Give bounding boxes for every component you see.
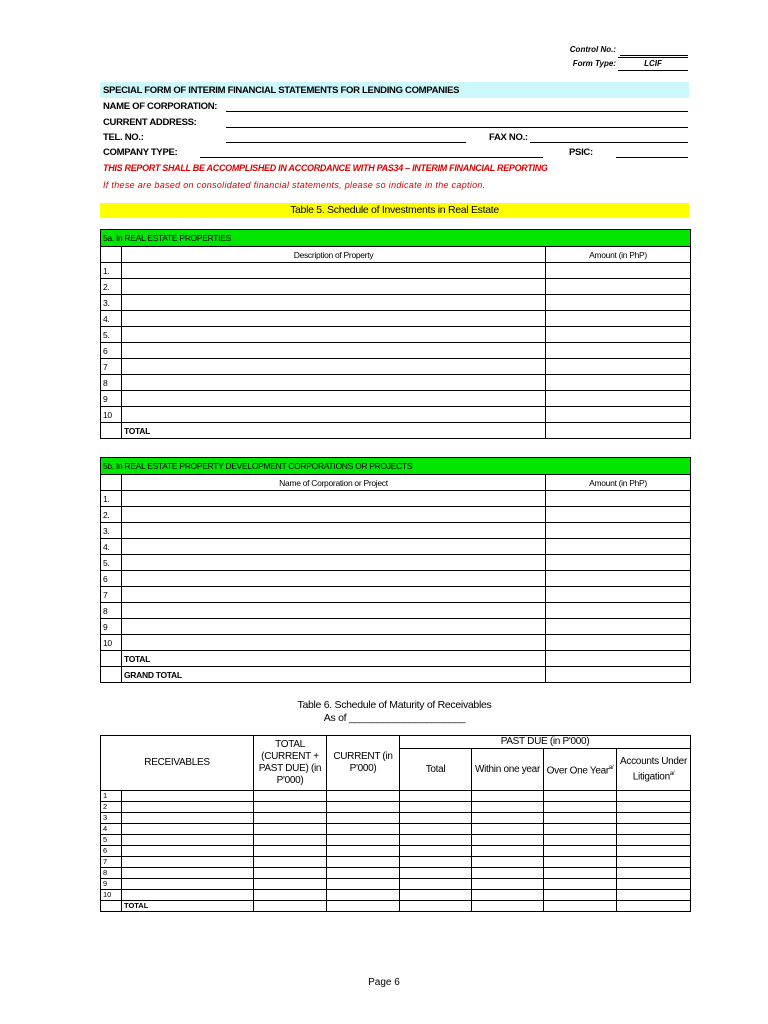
corporation-name-cell[interactable] [122, 635, 546, 651]
litigation-cell[interactable] [617, 868, 691, 879]
fax-no-field[interactable] [530, 142, 688, 143]
amount-cell[interactable] [546, 391, 691, 407]
tel-no-label: TEL. NO.: [103, 132, 144, 143]
pd-total-cell[interactable] [400, 857, 472, 868]
current-address-field[interactable] [226, 127, 688, 128]
current-cell[interactable] [327, 890, 400, 901]
amount-cell[interactable] [546, 311, 691, 327]
fax-no-label: FAX NO.: [489, 132, 528, 143]
table6-total-blank [101, 901, 122, 912]
amount-cell[interactable] [546, 619, 691, 635]
table-row-number: 4. [101, 539, 122, 555]
total-cell[interactable] [254, 879, 327, 890]
table-5b [100, 457, 691, 683]
corporation-name-cell[interactable] [122, 619, 546, 635]
litigation-cell[interactable] [617, 879, 691, 890]
corporation-name-cell[interactable] [122, 539, 546, 555]
table6-col-within-one-year: Within one year [472, 749, 544, 791]
within-one-year-cell[interactable] [472, 802, 544, 813]
receivable-cell[interactable] [122, 879, 254, 890]
corporation-name-cell[interactable] [122, 507, 546, 523]
amount-cell[interactable] [546, 635, 691, 651]
total-cell[interactable] [254, 813, 327, 824]
corporation-name-cell[interactable] [122, 523, 546, 539]
total-cell[interactable] [254, 824, 327, 835]
within-one-year-cell[interactable] [472, 890, 544, 901]
over-one-year-label: Over One Year [546, 765, 609, 777]
pd-total-cell[interactable] [400, 835, 472, 846]
over-one-year-cell[interactable] [544, 802, 617, 813]
litigation-cell[interactable] [617, 791, 691, 802]
amount-cell[interactable] [546, 279, 691, 295]
amount-cell[interactable] [546, 587, 691, 603]
over-one-year-cell[interactable] [544, 857, 617, 868]
table-row-number: 10 [101, 635, 122, 651]
amount-cell[interactable] [546, 507, 691, 523]
total-cell[interactable] [254, 868, 327, 879]
table6-as-of[interactable]: As of _____________________ [323, 712, 466, 724]
amount-cell[interactable] [546, 327, 691, 343]
amount-cell[interactable] [546, 603, 691, 619]
form-title: SPECIAL FORM OF INTERIM FINANCIAL STATEMENTS FOR LENDING COMPANIES [103, 85, 460, 96]
table6-col-pd-total: Total [400, 749, 472, 791]
property-description-cell[interactable] [122, 327, 546, 343]
pd-total-cell[interactable] [400, 813, 472, 824]
control-no-field[interactable] [620, 55, 688, 56]
table-6 [100, 735, 691, 912]
over-one-year-cell[interactable] [544, 890, 617, 901]
table6-total-label: TOTAL [122, 901, 254, 912]
pd-total-cell[interactable] [400, 879, 472, 890]
table-row-number: 5 [101, 835, 122, 846]
receivable-cell[interactable] [122, 846, 254, 857]
amount-cell[interactable] [546, 359, 691, 375]
within-one-year-cell[interactable] [472, 835, 544, 846]
table5b-col-amount: Amount (in PhP) [546, 475, 691, 491]
current-cell[interactable] [327, 824, 400, 835]
within-one-year-cell[interactable] [472, 857, 544, 868]
table5a-total-amount[interactable] [546, 423, 691, 439]
pd-total-cell[interactable] [400, 868, 472, 879]
pas34-note: THIS REPORT SHALL BE ACCOMPLISHED IN ACCORDANCE WITH PAS34 – INTERIM FINANCIAL REPORTING [103, 163, 548, 173]
table-row-number: 6 [101, 846, 122, 857]
form-type-value: LCIF [618, 57, 688, 71]
pd-total-cell[interactable] [400, 802, 472, 813]
amount-cell[interactable] [546, 523, 691, 539]
current-cell[interactable] [327, 846, 400, 857]
tel-no-field[interactable] [226, 142, 466, 143]
table-row-number: 2. [101, 279, 122, 295]
total-cell[interactable] [254, 835, 327, 846]
receivable-cell[interactable] [122, 791, 254, 802]
table5a-col-amount: Amount (in PhP) [546, 247, 691, 263]
within-one-year-cell[interactable] [472, 846, 544, 857]
amount-cell[interactable] [546, 539, 691, 555]
table-row-number: 5. [101, 555, 122, 571]
control-no-label: Control No.: [569, 45, 616, 54]
total-cell[interactable] [254, 791, 327, 802]
table-row-number: 1 [101, 791, 122, 802]
amount-cell[interactable] [546, 571, 691, 587]
property-description-cell[interactable] [122, 295, 546, 311]
property-description-cell[interactable] [122, 359, 546, 375]
table6-col-past-due: PAST DUE (in P'000) [400, 736, 691, 749]
table5a-total-label: TOTAL [122, 423, 546, 439]
property-description-cell[interactable] [122, 279, 546, 295]
table6-col-over-one-year [544, 749, 617, 791]
total-cell[interactable] [254, 901, 327, 912]
current-cell[interactable] [327, 901, 400, 912]
corporation-name-cell[interactable] [122, 555, 546, 571]
receivable-cell[interactable] [122, 802, 254, 813]
table-row-number: 8 [101, 375, 122, 391]
property-description-cell[interactable] [122, 343, 546, 359]
table-row-number: 9 [101, 879, 122, 890]
over-one-year-cell[interactable] [544, 868, 617, 879]
table-row-number: 4. [101, 311, 122, 327]
table-row-number: 7 [101, 857, 122, 868]
corporation-name-cell[interactable] [122, 603, 546, 619]
pd-total-cell[interactable] [400, 846, 472, 857]
table6-col-current: CURRENT (in P'000) [327, 736, 400, 791]
over-one-year-footnote: a/ [608, 764, 614, 771]
receivable-cell[interactable] [122, 813, 254, 824]
table5b-total-amount[interactable] [546, 651, 691, 667]
over-one-year-cell[interactable] [544, 791, 617, 802]
total-cell[interactable] [254, 802, 327, 813]
table-row-number: 10 [101, 890, 122, 901]
table-row-number: 1. [101, 491, 122, 507]
psic-field[interactable] [616, 157, 688, 158]
table-row-number: 6 [101, 343, 122, 359]
name-of-corporation-field[interactable] [226, 111, 688, 112]
table5a-total-blank [101, 423, 122, 439]
property-description-cell[interactable] [122, 391, 546, 407]
over-one-year-cell[interactable] [544, 879, 617, 890]
table-row-number: 3. [101, 295, 122, 311]
within-one-year-cell[interactable] [472, 879, 544, 890]
table5b-grand-total-blank [101, 667, 122, 683]
table-row-number: 4 [101, 824, 122, 835]
over-one-year-cell[interactable] [544, 813, 617, 824]
litigation-cell[interactable] [617, 813, 691, 824]
table6-col-litigation [617, 749, 691, 791]
within-one-year-cell[interactable] [472, 791, 544, 802]
table6-col-total: TOTAL (CURRENT + PAST DUE) (in P'000) [254, 736, 327, 791]
current-cell[interactable] [327, 857, 400, 868]
current-cell[interactable] [327, 868, 400, 879]
litigation-cell[interactable] [617, 802, 691, 813]
company-type-field[interactable] [200, 157, 543, 158]
property-description-cell[interactable] [122, 311, 546, 327]
amount-cell[interactable] [546, 491, 691, 507]
table-row-number: 6 [101, 571, 122, 587]
table-row-number: 3. [101, 523, 122, 539]
total-cell[interactable] [254, 857, 327, 868]
page-number: Page 6 [368, 977, 400, 988]
current-cell[interactable] [327, 791, 400, 802]
within-one-year-cell[interactable] [472, 868, 544, 879]
table5b-header-blank [101, 475, 122, 491]
company-type-label: COMPANY TYPE: [103, 147, 178, 158]
within-one-year-cell[interactable] [472, 901, 544, 912]
table6-col-receivables: RECEIVABLES [101, 736, 254, 791]
table-row-number: 3 [101, 813, 122, 824]
litigation-label: Accounts Under Litigation [620, 755, 687, 783]
table-row-number: 8 [101, 603, 122, 619]
table5a-header-blank [101, 247, 122, 263]
table-row-number: 8 [101, 868, 122, 879]
over-one-year-cell[interactable] [544, 901, 617, 912]
amount-cell[interactable] [546, 295, 691, 311]
litigation-cell[interactable] [617, 835, 691, 846]
table5a-col-description: Description of Property [122, 247, 546, 263]
within-one-year-cell[interactable] [472, 824, 544, 835]
table-row-number: 1. [101, 263, 122, 279]
current-cell[interactable] [327, 835, 400, 846]
current-cell[interactable] [327, 802, 400, 813]
table5b-grand-total-amount[interactable] [546, 667, 691, 683]
current-cell[interactable] [327, 879, 400, 890]
name-of-corporation-label: NAME OF CORPORATION: [103, 101, 218, 112]
table5b-total-blank [101, 651, 122, 667]
receivable-cell[interactable] [122, 857, 254, 868]
litigation-cell[interactable] [617, 890, 691, 901]
corporation-name-cell[interactable] [122, 491, 546, 507]
table-row-number: 9 [101, 391, 122, 407]
form-type-label: Form Type: [572, 59, 616, 68]
property-description-cell[interactable] [122, 263, 546, 279]
receivable-cell[interactable] [122, 824, 254, 835]
table-row-number: 9 [101, 619, 122, 635]
litigation-cell[interactable] [617, 901, 691, 912]
table6-title: Table 6. Schedule of Maturity of Receivables [297, 699, 492, 711]
property-description-cell[interactable] [122, 375, 546, 391]
table-row-number: 7 [101, 587, 122, 603]
current-cell[interactable] [327, 813, 400, 824]
pd-total-cell[interactable] [400, 901, 472, 912]
over-one-year-cell[interactable] [544, 835, 617, 846]
litigation-footnote: a/ [669, 770, 675, 777]
table5b-col-name: Name of Corporation or Project [122, 475, 546, 491]
receivable-cell[interactable] [122, 868, 254, 879]
over-one-year-cell[interactable] [544, 824, 617, 835]
within-one-year-cell[interactable] [472, 813, 544, 824]
receivable-cell[interactable] [122, 835, 254, 846]
corporation-name-cell[interactable] [122, 571, 546, 587]
table-row-number: 5. [101, 327, 122, 343]
table-row-number: 10 [101, 407, 122, 423]
amount-cell[interactable] [546, 263, 691, 279]
table-5a [100, 229, 691, 439]
litigation-cell[interactable] [617, 824, 691, 835]
receivable-cell[interactable] [122, 890, 254, 901]
pd-total-cell[interactable] [400, 824, 472, 835]
table-row-number: 2 [101, 802, 122, 813]
table5a-heading: 5a. In REAL ESTATE PROPERTIES [101, 230, 691, 247]
table-row-number: 2. [101, 507, 122, 523]
current-address-label: CURRENT ADDRESS: [103, 117, 197, 128]
total-cell[interactable] [254, 890, 327, 901]
pd-total-cell[interactable] [400, 890, 472, 901]
psic-label: PSIC: [569, 147, 593, 158]
corporation-name-cell[interactable] [122, 587, 546, 603]
table5-title: Table 5. Schedule of Investments in Real Estate [100, 203, 689, 218]
amount-cell[interactable] [546, 555, 691, 571]
amount-cell[interactable] [546, 407, 691, 423]
total-cell[interactable] [254, 846, 327, 857]
property-description-cell[interactable] [122, 407, 546, 423]
table-row-number: 7 [101, 359, 122, 375]
amount-cell[interactable] [546, 375, 691, 391]
over-one-year-cell[interactable] [544, 846, 617, 857]
pd-total-cell[interactable] [400, 791, 472, 802]
table5b-total-label: TOTAL [122, 651, 546, 667]
table5b-heading: 5b. In REAL ESTATE PROPERTY DEVELOPMENT CORPORATIONS OR PROJECTS [101, 458, 691, 475]
litigation-cell[interactable] [617, 846, 691, 857]
litigation-cell[interactable] [617, 857, 691, 868]
table5b-grand-total-label: GRAND TOTAL [122, 667, 546, 683]
amount-cell[interactable] [546, 343, 691, 359]
consolidated-note: If these are based on consolidated financial statements, please so indicate in the caption. [103, 180, 486, 190]
